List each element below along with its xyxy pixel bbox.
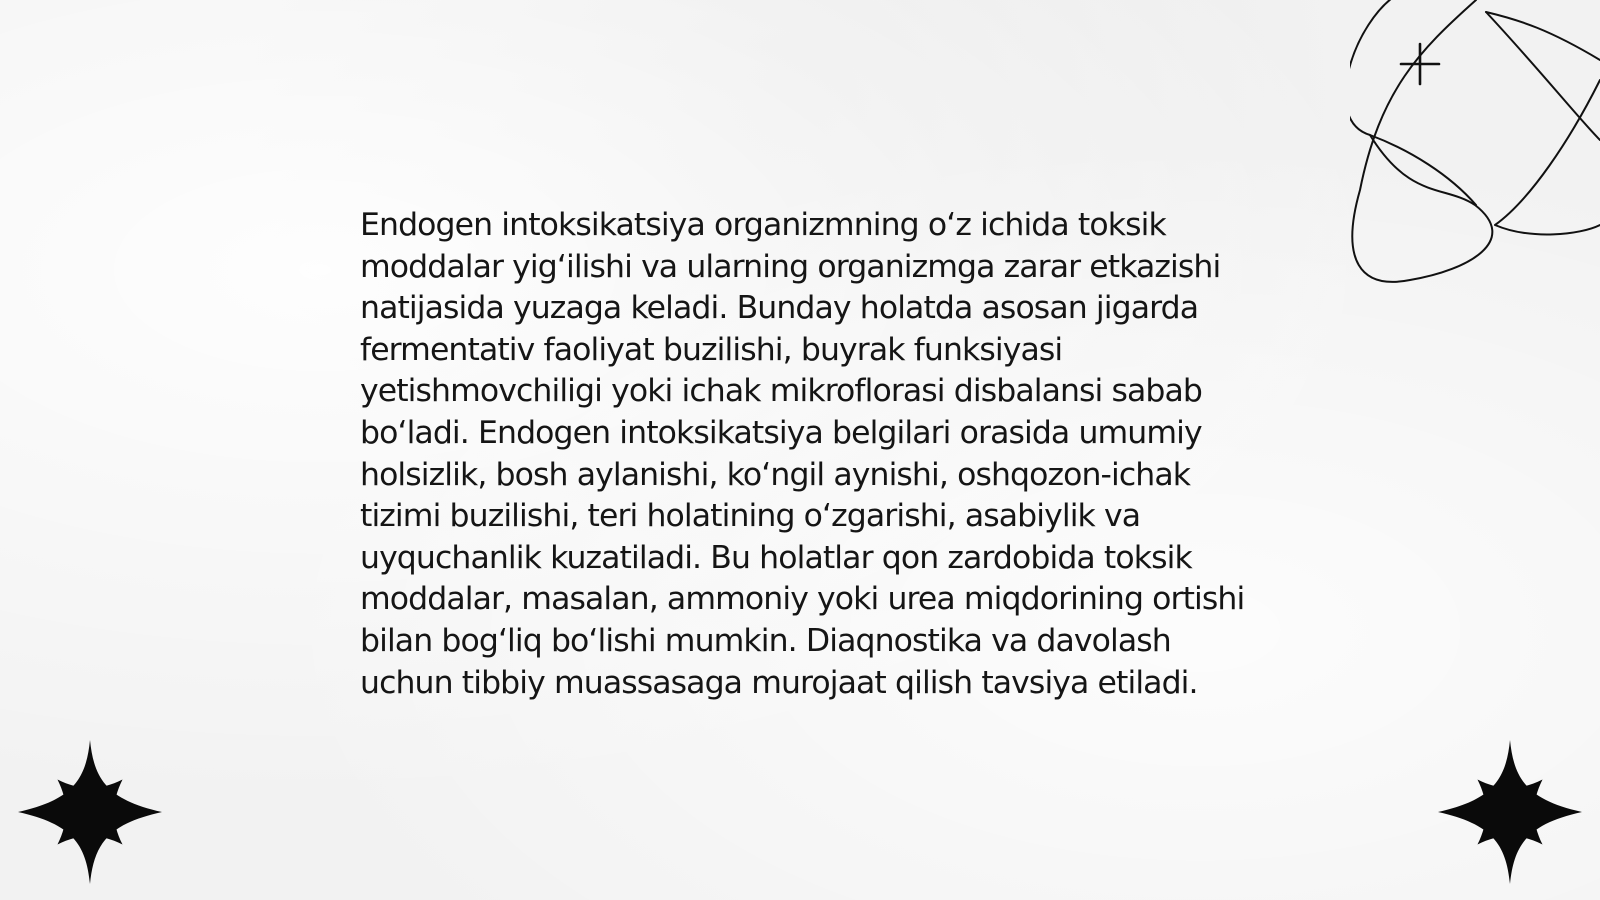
orbit-line-art-icon bbox=[1350, 0, 1600, 290]
slide-body-text: Endogen intoksikatsiya organizmning o‘z ichida toksik moddalar yig‘ilishi va ularning organizmga zarar etkazishi natijasida yuzaga keladi. Bunday holatda asosan jigarda fermentativ faoliyat buzilishi, buyrak funksiyasi yetishmovchiligi yoki ichak mikroflorasi disbalansi sabab bo‘ladi. Endogen intoksikatsiya belgilari orasida umumiy holsizlik, bosh aylanishi, ko‘ngil aynishi, oshqozon-ichak tizimi buzilishi, teri holatining o‘zgarishi, asabiylik va uyquchanlik kuzatiladi. Bu holatlar qon zardobida toksik moddalar, masalan, ammoniy yoki urea miqdorining ortishi bilan bog‘liq bo‘lishi mumkin. Diaqnostika va davolash uchun tibbiy muassasaga murojaat qilish tavsiya etiladi. bbox=[360, 207, 1245, 701]
four-point-star-icon bbox=[18, 740, 162, 884]
four-point-star-icon bbox=[1438, 740, 1582, 884]
